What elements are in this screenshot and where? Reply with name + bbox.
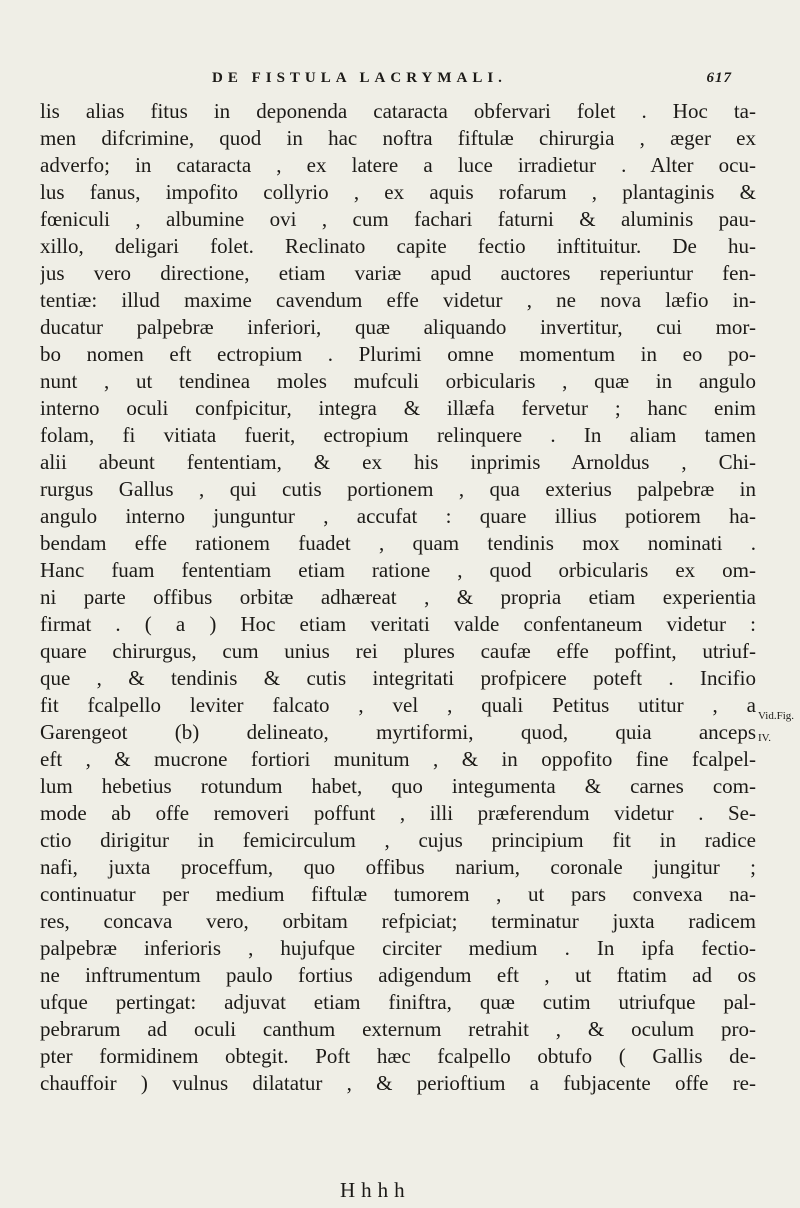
text-line: men difcrimine, quod in hac noftra fiftulæ chirurgia , æger ex [40, 126, 756, 150]
text-line: que , & tendinis & cutis integritati profpicere poteft . Incifio [40, 666, 756, 690]
margin-note-figure-ref: Vid.Fig. [758, 710, 795, 722]
text-line: ni parte offibus orbitæ adhæreat , & propria etiam experientia [40, 585, 756, 609]
text-line: lus fanus, impofito collyrio , ex aquis rofarum , plantaginis & [40, 180, 756, 204]
text-line: folam, fi vitiata fuerit, ectropium relinquere . In aliam tamen [40, 423, 756, 447]
text-line: Garengeot (b) delineato, myrtiformi, quod, quia anceps [40, 720, 756, 744]
text-line: firmat . ( a ) Hoc etiam veritati valde confentaneum videtur : [40, 612, 756, 636]
text-line: fœniculi , albumine ovi , cum fachari faturni & aluminis pau- [40, 207, 756, 231]
text-line: adverfo; in cataracta , ex latere a luce irradietur . Alter ocu- [40, 153, 756, 177]
text-line: jus vero directione, etiam variæ apud auctores reperiuntur fen- [40, 261, 756, 285]
text-line: ducatur palpebræ inferiori, quæ aliquando invertitur, cui mor- [40, 315, 756, 339]
text-line: lis alias fitus in deponenda cataracta obfervari folet . Hoc ta- [40, 99, 756, 123]
signature-mark: Hhhh [340, 1178, 411, 1202]
text-line: ctio dirigitur in femicirculum , cujus principium fit in radice [40, 828, 756, 852]
text-line: tentiæ: illud maxime cavendum effe videtur , ne nova læfio in- [40, 288, 756, 312]
text-line: quare chirurgus, cum unius rei plures caufæ effe poffint, utriuf- [40, 639, 756, 663]
body-text [40, 98, 756, 1097]
text-line: eft , & mucrone fortiori munitum , & in oppofito fine fcalpel- [40, 747, 756, 771]
text-line: nunt , ut tendinea moles mufculi orbicularis , quæ in angulo [40, 369, 756, 393]
text-line: pter formidinem obtegit. Poft hæc fcalpello obtufo ( Gallis de- [40, 1044, 756, 1068]
text-line: xillo, deligari folet. Reclinato capite fectio inftituitur. De hu- [40, 234, 756, 258]
text-line: bo nomen eft ectropium . Plurimi omne momentum in eo po- [40, 342, 756, 366]
text-line: bendam effe rationem fuadet , quam tendinis mox nominati . [40, 531, 756, 555]
text-line: res, concava vero, orbitam refpiciat; terminatur juxta radicem [40, 909, 756, 933]
text-line: lum hebetius rotundum habet, quo integumenta & carnes com- [40, 774, 756, 798]
text-line: fit fcalpello leviter falcato , vel , quali Petitus utitur , a [40, 693, 756, 717]
text-line: ne inftrumentum paulo fortius adigendum eft , ut ftatim ad os [40, 963, 756, 987]
text-line: ufque pertingat: adjuvat etiam finiftra, quæ cutim utriufque pal- [40, 990, 756, 1014]
text-line: angulo interno junguntur , accufat : quare illius potiorem ha- [40, 504, 756, 528]
text-line: interno oculi confpicitur, integra & illæfa fervetur ; hanc enim [40, 396, 756, 420]
text-line: rurgus Gallus , qui cutis portionem , qua exterius palpebræ in [40, 477, 756, 501]
text-line: mode ab offe removeri poffunt , illi præferendum videtur . Se- [40, 801, 756, 825]
text-line: Hanc fuam fententiam etiam ratione , quod orbicularis ex om- [40, 558, 756, 582]
text-line: chauffoir ) vulnus dilatatur , & perioftium a fubjacente offe re- [40, 1071, 756, 1095]
text-line: continuatur per medium fiftulæ tumorem , ut pars convexa na- [40, 882, 756, 906]
text-line: palpebræ inferioris , hujufque circiter medium . In ipfa fectio- [40, 936, 756, 960]
page-header [212, 70, 732, 94]
text-line: alii abeunt fententiam, & ex his inprimis Arnoldus , Chi- [40, 450, 756, 474]
page-number: 617 [706, 70, 732, 86]
margin-note-figure-number: IV. [758, 732, 771, 744]
text-line: pebrarum ad oculi canthum externum retrahit , & oculum pro- [40, 1017, 756, 1041]
text-line: nafi, juxta proceffum, quo offibus narium, coronale jungitur ; [40, 855, 756, 879]
running-title: DE FISTULA LACRYMALI. [212, 70, 507, 86]
